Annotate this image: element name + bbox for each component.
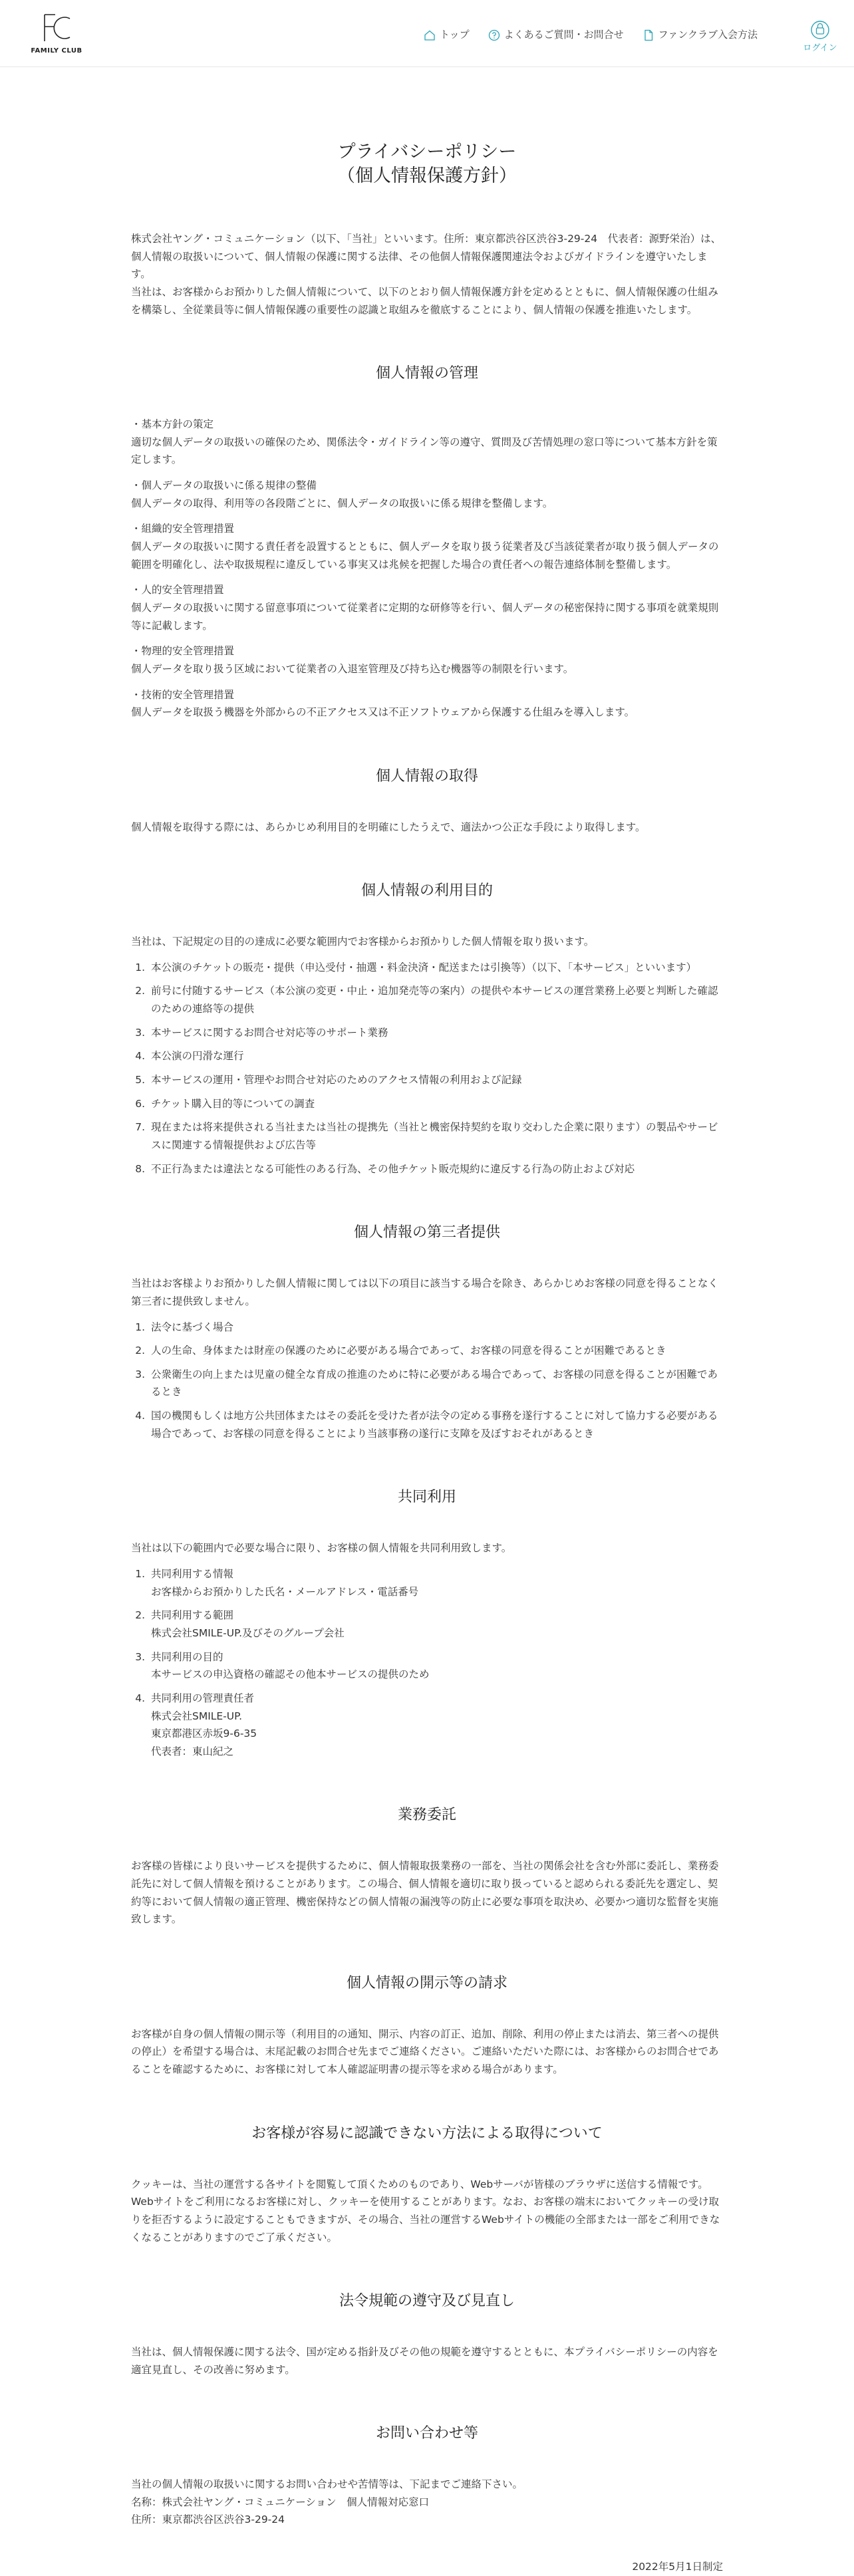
section-heading-cookie: お客様が容易に認識できない方法による取得について bbox=[251, 2125, 603, 2142]
nav-label-faq: よくあるご質問・お問合せ bbox=[503, 29, 624, 41]
management-item-title: ・組織的安全管理措置 bbox=[131, 523, 235, 535]
management-item-body: 個人データの取扱いに関する留意事項について従業者に定期的な研修等を行い、個人データの秘密保持に関する事項を就業規則等に記載します。 bbox=[131, 601, 719, 632]
management-item-title: ・個人データの取扱いに係る規律の整備 bbox=[131, 479, 317, 491]
nav-label-join: ファンクラブ入会方法 bbox=[658, 29, 758, 41]
fc-logo-icon bbox=[39, 12, 74, 44]
login-button[interactable] bbox=[799, 19, 841, 56]
management-item-body: 個人データの取扱いに関する責任者を設置するとともに、個人データを取り扱う従業者及び当該従業者が取り扱う個人データの範囲を明確化し、法や取扱規程に違反している事実又は兆候を把握した場合の責任者への報告連絡体制を整備します。 bbox=[131, 540, 719, 571]
contact-line: 名称：株式会社ヤング・コミュニケーション 個人情報対応窓口 bbox=[131, 2496, 430, 2508]
page-title: プライバシーポリシー （個人情報保護方針） bbox=[337, 142, 517, 187]
nav-item-faq[interactable] bbox=[488, 27, 624, 44]
disclosure-body: お客様が自身の個人情報の開示等（利用目的の通知、開示、内容の訂正、追加、削除、利用の停止または消去、第三者への提供の停止）を希望する場合は、末尾記載のお問合せ先までご連絡ください。ご連絡いただいた際には、お客様からのお問合せであることを確認するために、お客様に対して本人確認証明書の提示等を求める場合があります。 bbox=[131, 2027, 719, 2076]
list-item: 2. 共同利用する範囲 株式会社SMILE-UP.及びそのグループ会社 bbox=[148, 1607, 723, 1642]
joint-use-lead: 当社は以下の範囲内で必要な場合に限り、お客様の個人情報を共同利用致します。 bbox=[131, 1542, 512, 1555]
list-item: 4. 共同利用の管理責任者 株式会社SMILE-UP. 東京都港区赤坂9-6-35 代表者：東山紀之 bbox=[148, 1690, 723, 1761]
contact-line: 住所：東京都渋谷区渋谷3-29-24 bbox=[131, 2513, 285, 2526]
third-party-lead: 当社はお客様よりお預かりした個人情報に関しては以下の項目に該当する場合を除き、あらかじめお客様の同意を得ることなく第三者に提供致しません。 bbox=[131, 1277, 718, 1307]
nav-item-top[interactable] bbox=[424, 27, 470, 44]
section-heading-management: 個人情報の管理 bbox=[375, 365, 478, 382]
management-item bbox=[131, 581, 723, 634]
list-item: 1. 共同利用する情報 お客様からお預かりした氏名・メールアドレス・電話番号 bbox=[148, 1565, 723, 1601]
question-icon bbox=[488, 29, 500, 41]
list-item: 1. 本公演のチケットの販売・提供（申込受付・抽選・料金決済・配送または引換等）（以下、「本サービス」といいます） bbox=[148, 959, 723, 977]
list-item: 4. 国の機関もしくは地方公共団体またはその委託を受けた者が法令の定める事務を遂行することに対して協力する必要がある場合であって、お客様の同意を得ることにより当該事務の遂行に支障を及ぼすおそれがあるとき bbox=[148, 1407, 723, 1442]
purpose-lead: 当社は、下記規定の目的の達成に必要な範囲内でお客様からお預かりした個人情報を取り扱います。 bbox=[131, 936, 595, 948]
third-party-list bbox=[131, 1319, 723, 1443]
cookie-paragraph: クッキーは、当社の運営する各サイトを閲覧して頂くためのものであり、Webサーバが皆様のブラウザに送信する情報です。 bbox=[131, 2178, 708, 2190]
list-item: 8. 不正行為または違法となる可能性のある行為、その他チケット販売規約に違反する行為の防止および対応 bbox=[148, 1160, 723, 1178]
management-item-title: ・基本方針の策定 bbox=[131, 418, 214, 430]
management-item-title: ・物理的安全管理措置 bbox=[131, 645, 235, 658]
list-item: 3. 公衆衛生の向上または児童の健全な育成の推進のために特に必要がある場合であって、お客様の同意を得ることが困難であるとき bbox=[148, 1366, 723, 1401]
list-item: 5. 本サービスの運用・管理やお問合せ対応のためのアクセス情報の利用および記録 bbox=[148, 1071, 723, 1089]
list-item: 3. 共同利用の目的 本サービスの申込資格の確認その他本サービスの提供のため bbox=[148, 1648, 723, 1684]
management-item bbox=[131, 520, 723, 573]
section-heading-joint-use: 共同利用 bbox=[397, 1489, 456, 1506]
contact-line: 当社の個人情報の取扱いに関するお問い合わせや苦情等は、下記までご連絡下さい。 bbox=[131, 2478, 523, 2491]
section-heading-disclosure: 個人情報の開示等の請求 bbox=[346, 1974, 507, 1992]
management-item bbox=[131, 416, 723, 469]
management-item bbox=[131, 686, 723, 721]
site-header bbox=[0, 0, 854, 67]
established-date: 2022年5月1日制定 bbox=[632, 2561, 723, 2573]
section-heading-compliance: 法令規範の遵守及び見直し bbox=[339, 2293, 515, 2310]
logo-text: FAMILY CLUB bbox=[31, 47, 82, 55]
list-item: 4. 本公演の円滑な運行 bbox=[148, 1047, 723, 1065]
outsourcing-body: お客様の皆様により良いサービスを提供するために、個人情報取扱業務の一部を、当社の関係会社を含む外部に委託し、業務委託先に対して個人情報を預けることがあります。この場合、個人情報を適切に取り扱っていると認められる委託先を選定し、契約等において個人情報の適正管理、機密保持などの個人情報の漏洩等の防止に必要な事項を取決め、必要かつ適切な監督を実施致します。 bbox=[131, 1860, 719, 1926]
joint-use-list bbox=[131, 1565, 723, 1761]
section-heading-acquisition: 個人情報の取得 bbox=[375, 767, 478, 785]
nav-item-join[interactable] bbox=[642, 27, 758, 44]
list-item: 1. 法令に基づく場合 bbox=[148, 1319, 723, 1337]
section-heading-contact: お問い合わせ等 bbox=[375, 2425, 478, 2442]
management-item-body: 適切な個人データの取扱いの確保のため、関係法令・ガイドライン等の遵守、質問及び苦情処理の窓口等について基本方針を策定します。 bbox=[131, 436, 718, 466]
section-heading-purpose: 個人情報の利用目的 bbox=[360, 882, 493, 900]
intro-paragraph: 株式会社ヤング・コミュニケーション（以下、「当社」といいます。住所：東京都渋谷区渋谷3-29-24 代表者：源野栄治）は、個人情報の取扱いについて、個人情報の保護に関する法律、その他個人情報保護関連法令およびガイドラインを遵守いたします。 bbox=[131, 232, 722, 281]
family-club-logo[interactable] bbox=[27, 12, 86, 59]
document-icon bbox=[642, 29, 654, 41]
list-item: 6. チケット購入目的等についての調査 bbox=[148, 1095, 723, 1113]
policy-content bbox=[131, 67, 723, 2576]
compliance-body: 当社は、個人情報保護に関する法令、国が定める指針及びその他の規範を遵守するとともに、本プライバシーポリシーの内容を適宜見直し、その改善に努めます。 bbox=[131, 2346, 718, 2376]
nav-label-top: トップ bbox=[440, 29, 470, 41]
management-item-body: 個人データを取り扱う区域において従業者の入退室管理及び持ち込む機器等の制限を行います。 bbox=[131, 662, 574, 675]
management-item-title: ・人的安全管理措置 bbox=[131, 584, 224, 596]
lock-icon bbox=[810, 19, 830, 40]
management-item-body: 個人データの取得、利用等の各段階ごとに、個人データの取扱いに係る規律を整備します。 bbox=[131, 497, 553, 509]
home-icon bbox=[424, 29, 436, 41]
acquisition-body: 個人情報を取得する際には、あらかじめ利用目的を明確にしたうえで、適法かつ公正な手段により取得します。 bbox=[131, 821, 646, 833]
list-item: 2. 人の生命、身体または財産の保護のために必要がある場合であって、お客様の同意を得ることが困難であるとき bbox=[148, 1342, 723, 1360]
list-item: 3. 本サービスに関するお問合せ対応等のサポート業務 bbox=[148, 1024, 723, 1042]
management-item-body: 個人データを取扱う機器を外部からの不正アクセス又は不正ソフトウェアから保護する仕組みを導入します。 bbox=[131, 706, 635, 719]
main-nav bbox=[424, 27, 758, 44]
login-label: ログイン bbox=[803, 43, 837, 53]
section-heading-third-party: 個人情報の第三者提供 bbox=[353, 1224, 500, 1241]
purpose-list bbox=[131, 959, 723, 1178]
management-item bbox=[131, 642, 723, 678]
intro-paragraph: 当社は、お客様からお預かりした個人情報について、以下のとおり個人情報保護方針を定めるとともに、個人情報保護の仕組みを構築し、全従業員等に個人情報保護の重要性の認識と取組みを徹底することにより、個人情報の保護を推進いたします。 bbox=[131, 285, 718, 316]
section-heading-outsourcing: 業務委託 bbox=[397, 1807, 456, 1824]
list-item: 2. 前号に付随するサービス（本公演の変更・中止・追加発売等の案内）の提供や本サービスの運営業務上必要と判断した確認のための連絡等の提供 bbox=[148, 982, 723, 1017]
list-item: 7. 現在または将来提供される当社または当社の提携先（当社と機密保持契約を取り交わした企業に限ります）の製品やサービスに関連する情報提供および広告等 bbox=[148, 1118, 723, 1154]
management-item-title: ・技術的安全管理措置 bbox=[131, 688, 235, 701]
cookie-paragraph: Webサイトをご利用になるお客様に対し、クッキーを使用することがあります。なお、お客様の端末においてクッキーの受け取りを拒否するように設定することもできますが、その場合、当社の運営するWebサイトの機能の全部または一部をご利用できなくなることがありますのでご了承ください。 bbox=[131, 2196, 720, 2244]
management-item bbox=[131, 477, 723, 512]
